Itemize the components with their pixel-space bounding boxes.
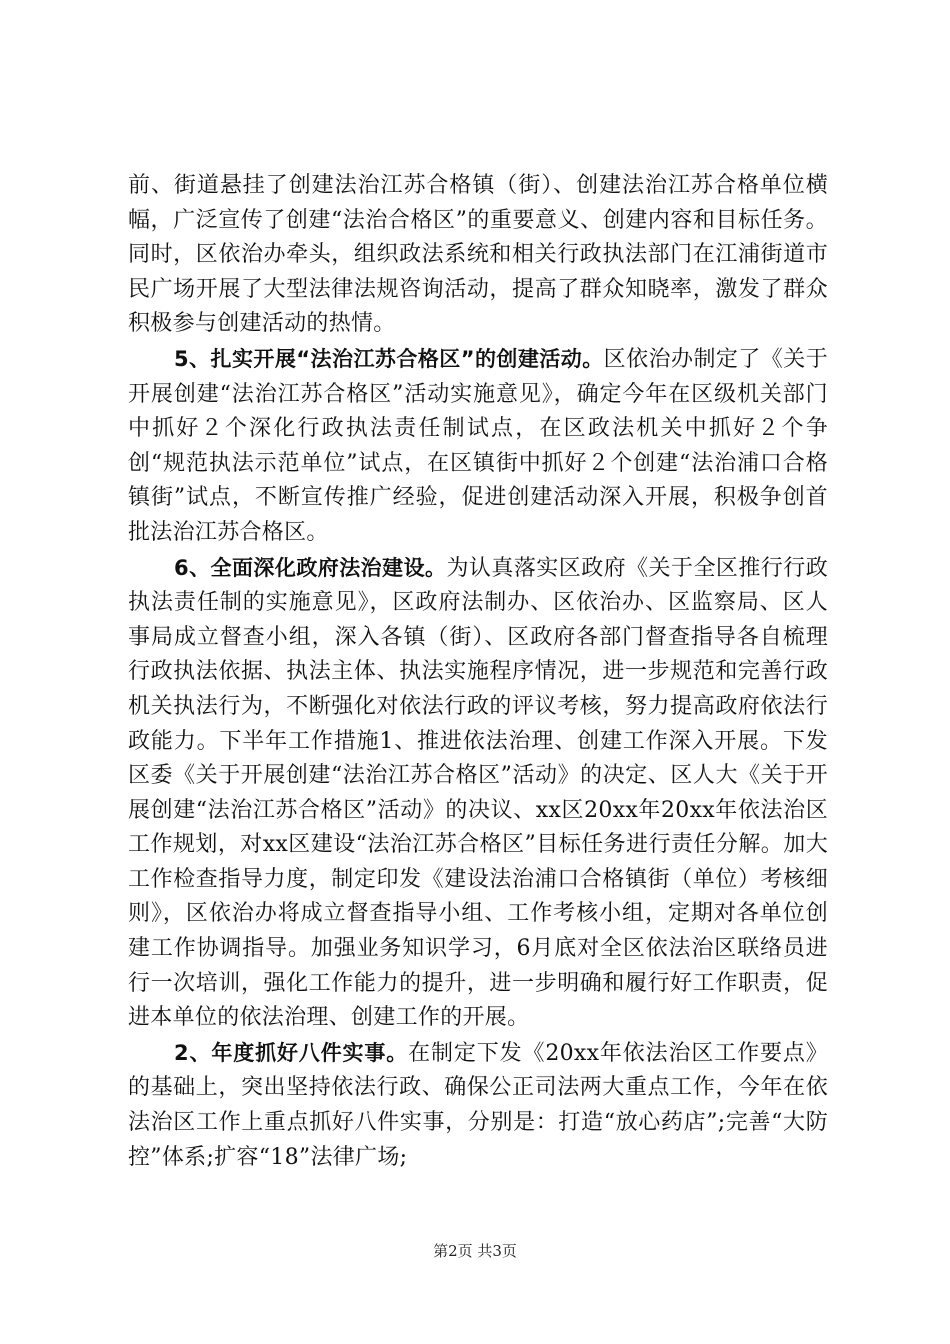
paragraph-text: 为认真落实区政府《关于全区推行行政执法责任制的实施意见》，区政府法制办、区依治办、区监察局、区人事局成立督查小组，深入各镇（街）、区政府各部门督查指导各自梳理行政执法依据、执法主体、执法实施程序情况，进一步规范和完善行政机关执法行为，不断强化对依法行政的评议考核，努力提高政府依法行政能力。下半年工作措施1、推进依法治理、创建工作深入开展。下发区委《关于开展创建“法治江苏合格区”活动》的决定、区人大《关于开展创建“法治江苏合格区”活动》的决议、xx区20xx年20xx年依法治区工作规划，对xx区建设“法治江苏合格区”目标任务进行责任分解。加大工作检查指导力度，制定印发《建设法治浦口合格镇街（单位）考核细则》，区依治办将成立督查指导小组、工作考核小组，定期对各单位创建工作协调指导。加强业务知识学习，6月底对全区依法治区联络员进行一次培训，强化工作能力的提升，进一步明确和履行好工作职责，促进本单位的依法治理、创建工作的开展。 (128, 555, 828, 1031)
section-heading: 5、扎实开展“法治江苏合格区”的创建活动。 (174, 346, 604, 371)
paragraph-text: 在制定下发《20xx年依法治区工作要点》的基础上，突出坚持依法行政、确保公正司法两大重点工作，今年在依法治区工作上重点抓好八件实事，分别是：打造“放心药店”;完善“大防控”体系;扩容“18”法律广场; (128, 1040, 828, 1170)
paragraph-section-5 (128, 342, 828, 551)
section-heading: 2、年度抓好八件实事。 (174, 1040, 409, 1065)
document-body (128, 169, 828, 1175)
page-number-label: 第2页 共3页 (433, 1242, 517, 1260)
paragraph-text: 区依治办制定了《关于开展创建“法治江苏合格区”活动实施意见》，确定今年在区级机关部门中抓好２个深化行政执法责任制试点，在区政法机关中抓好２个争创“规范执法示范单位”试点，在区镇街中抓好２个创建“法治浦口合格镇街”试点，不断宣传推广经验，促进创建活动深入开展，积极争创首批法治江苏合格区。 (128, 346, 828, 545)
paragraph-section-6 (128, 551, 828, 1036)
paragraph-text: 前、街道悬挂了创建法治江苏合格镇（街）、创建法治江苏合格单位横幅，广泛宣传了创建“法治合格区”的重要意义、创建内容和目标任务。同时，区依治办牵头，组织政法系统和相关行政执法部门在江浦街道市民广场开展了大型法律法规咨询活动，提高了群众知晓率，激发了群众积极参与创建活动的热情。 (128, 173, 828, 337)
section-heading: 6、全面深化政府法治建设。 (174, 555, 447, 580)
paragraph-continuation (128, 169, 828, 342)
page-footer (0, 1240, 950, 1261)
paragraph-section-2 (128, 1036, 828, 1175)
